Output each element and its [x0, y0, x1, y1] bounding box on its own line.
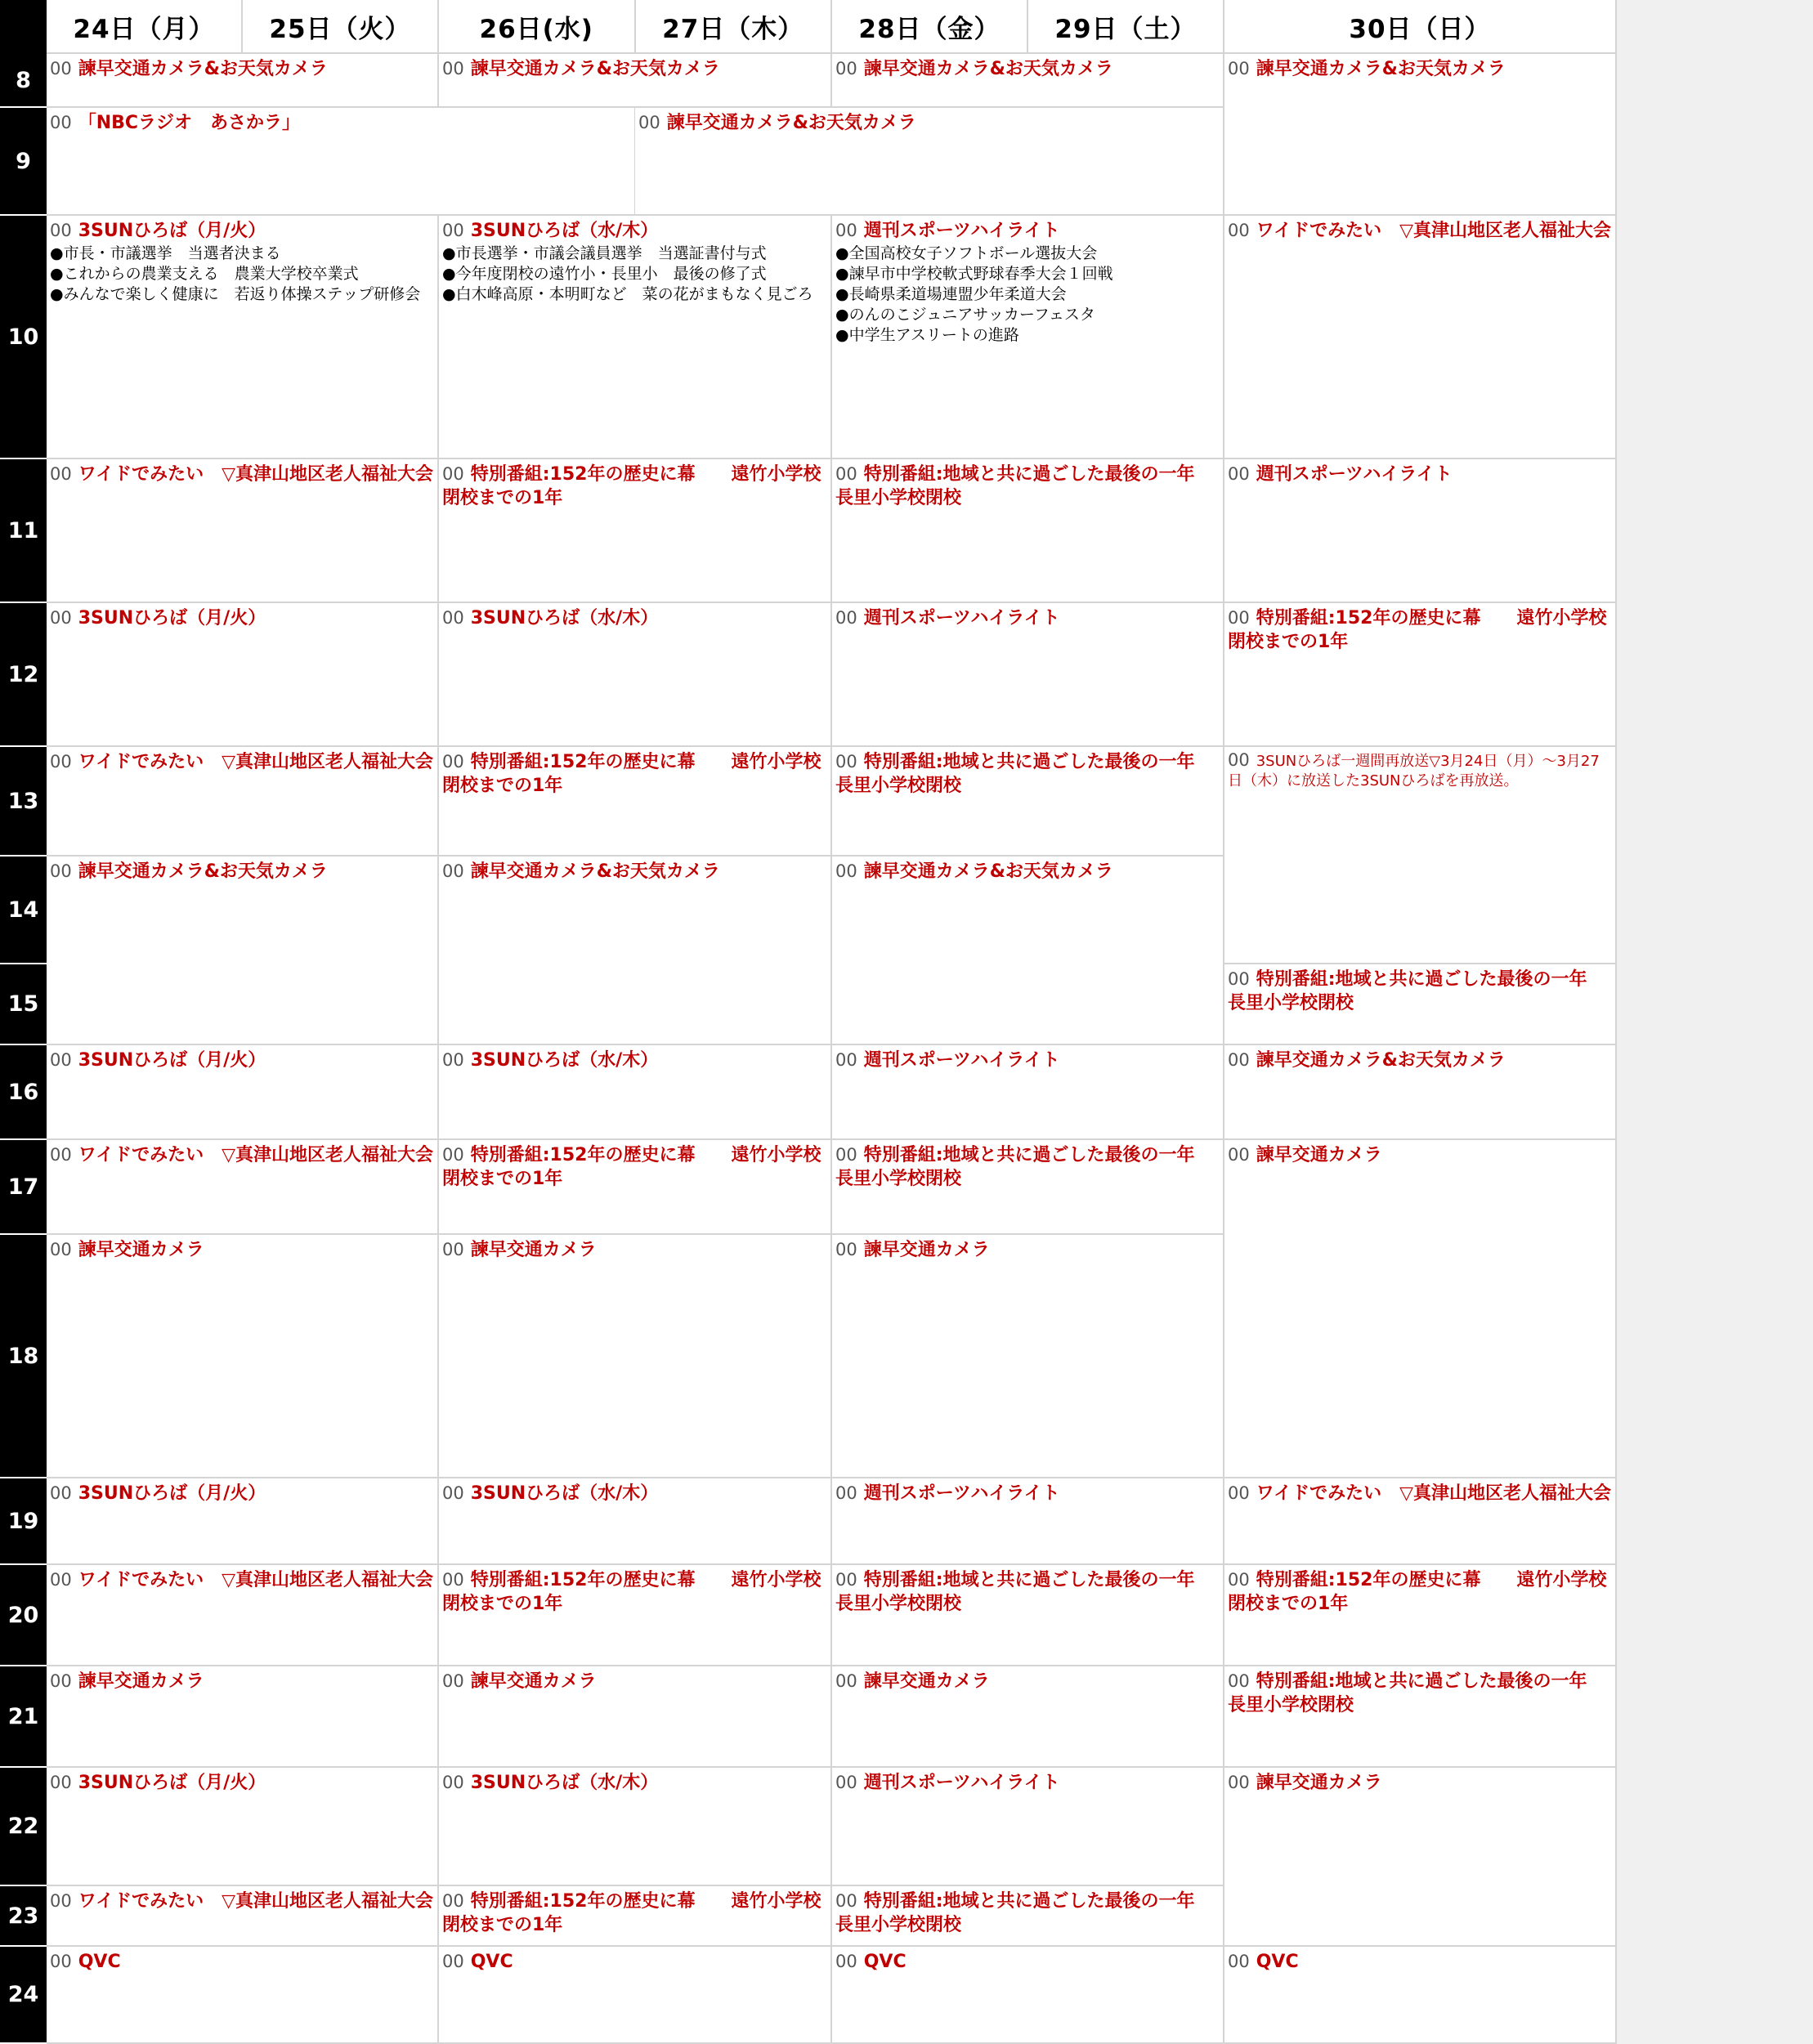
program-time: 00 — [50, 464, 72, 484]
program-cell[interactable] — [439, 1768, 832, 1886]
program-cell[interactable] — [439, 1140, 832, 1235]
program-time: 00 — [442, 221, 464, 240]
program-cell[interactable] — [832, 603, 1224, 747]
program-time: 00 — [442, 861, 464, 881]
program-title: ワイドでみたい ▽真津山地区老人福祉大会 — [78, 1145, 433, 1165]
program-title: 諫早交通カメラ&お天気カメラ — [1256, 1050, 1506, 1071]
corner-cell — [0, 0, 47, 54]
program-cell[interactable] — [439, 459, 832, 603]
program-cell[interactable] — [47, 1235, 439, 1478]
program-time: 00 — [442, 1570, 464, 1590]
program-cell[interactable] — [1224, 1140, 1617, 1478]
program-time: 00 — [1228, 464, 1250, 484]
program-cell[interactable] — [1224, 1768, 1617, 1947]
program-time: 00 — [50, 1145, 72, 1165]
program-time: 00 — [50, 861, 72, 881]
day-header-fri: 28日（金） — [858, 14, 1001, 44]
hour-label-12: 12 — [0, 603, 47, 747]
hour-label-16: 16 — [0, 1045, 47, 1140]
program-cell[interactable] — [832, 1768, 1224, 1886]
program-title: 3SUNひろば（水/木） — [470, 221, 659, 241]
program-cell[interactable] — [47, 1140, 439, 1235]
program-time: 00 — [835, 1773, 857, 1792]
program-cell[interactable] — [439, 857, 832, 1045]
program-cell[interactable] — [47, 54, 439, 108]
program-time: 00 — [835, 1050, 857, 1070]
day-header-sun: 30日（日） — [1349, 14, 1491, 44]
program-details — [442, 244, 827, 305]
program-time: 00 — [442, 1483, 464, 1503]
right-edge — [1617, 0, 1813, 2044]
program-detail-item: ●市長・市議選挙 当選者決まる — [50, 244, 281, 262]
program-cell[interactable] — [832, 216, 1224, 459]
program-time: 00 — [638, 113, 660, 132]
program-cell[interactable] — [832, 459, 1224, 603]
day-header-sat: 29日（土） — [1027, 0, 1223, 52]
program-cell[interactable] — [47, 857, 439, 1045]
program-cell[interactable] — [1224, 964, 1617, 1045]
hour-label-19: 19 — [0, 1478, 47, 1565]
program-time: 00 — [50, 1240, 72, 1259]
program-title: ワイドでみたい ▽真津山地区老人福祉大会 — [78, 1891, 433, 1912]
program-cell[interactable] — [439, 747, 832, 857]
program-time: 00 — [1228, 1483, 1250, 1503]
program-title: 特別番組:地域と共に過ごした最後の一年 長里小学校閉校 — [1228, 1671, 1605, 1715]
program-time: 00 — [835, 1145, 857, 1165]
program-title: 3SUNひろば（月/火） — [78, 608, 266, 628]
program-title: ワイドでみたい ▽真津山地区老人福祉大会 — [78, 752, 433, 772]
program-cell[interactable] — [832, 1140, 1224, 1235]
program-cell[interactable] — [832, 1045, 1224, 1140]
program-time: 00 — [1228, 1952, 1250, 1971]
program-title: 3SUNひろば（水/木） — [470, 1050, 659, 1071]
program-title: 諫早交通カメラ&お天気カメラ — [470, 861, 720, 882]
day-header-wed: 26日(水) — [479, 14, 593, 44]
program-title: 諫早交通カメラ — [470, 1240, 597, 1260]
program-cell[interactable] — [1224, 1045, 1617, 1140]
hour-label-17: 17 — [0, 1140, 47, 1235]
program-cell[interactable] — [832, 1886, 1224, 1947]
program-title: QVC — [470, 1952, 513, 1972]
program-time: 00 — [50, 1570, 72, 1590]
program-cell[interactable] — [1224, 1666, 1617, 1768]
program-time: 00 — [50, 221, 72, 240]
program-time: 00 — [1228, 59, 1250, 78]
program-title: QVC — [1256, 1952, 1299, 1972]
day-header-group — [439, 0, 832, 54]
program-time: 00 — [835, 221, 857, 240]
hour-label-10: 10 — [0, 216, 47, 459]
program-title: ワイドでみたい ▽真津山地区老人福祉大会 — [1256, 221, 1611, 241]
program-title: 諫早交通カメラ — [863, 1671, 990, 1692]
hour-label-11: 11 — [0, 459, 47, 603]
program-title: 「NBCラジオ あさかラ」 — [78, 113, 301, 133]
program-title: 特別番組:地域と共に過ごした最後の一年 長里小学校閉校 — [1228, 969, 1605, 1013]
program-time: 00 — [442, 1773, 464, 1792]
program-title: 3SUNひろば（月/火） — [78, 1050, 266, 1071]
program-time: 00 — [1228, 1570, 1250, 1590]
program-title: 週刊スポーツハイライト — [1256, 464, 1453, 485]
program-time: 00 — [835, 1483, 857, 1503]
program-title: 諫早交通カメラ&お天気カメラ — [666, 113, 916, 133]
program-title: 諫早交通カメラ&お天気カメラ — [78, 59, 328, 79]
program-title: 3SUNひろば（水/木） — [470, 1773, 659, 1793]
hour-label-9: 9 — [0, 108, 47, 216]
program-title: 週刊スポーツハイライト — [863, 1050, 1060, 1071]
program-cell[interactable] — [439, 1947, 832, 2044]
program-cell[interactable] — [439, 1666, 832, 1768]
program-title: 3SUNひろば（水/木） — [470, 608, 659, 628]
program-time: 00 — [442, 1671, 464, 1691]
program-detail-item: ●これからの農業支える 農業大学校卒業式 — [50, 265, 359, 283]
program-time: 00 — [50, 1483, 72, 1503]
program-time: 00 — [1228, 1671, 1250, 1691]
program-cell[interactable] — [1224, 1565, 1617, 1666]
program-time: 00 — [50, 1891, 72, 1911]
program-title: 諫早交通カメラ&お天気カメラ — [863, 59, 1113, 79]
program-cell[interactable] — [47, 108, 636, 216]
program-cell[interactable] — [1224, 1947, 1617, 2044]
program-cell[interactable] — [832, 1947, 1224, 2044]
program-cell[interactable] — [635, 108, 1224, 216]
program-title: ワイドでみたい ▽真津山地区老人福祉大会 — [1256, 1483, 1611, 1504]
program-time: 00 — [1228, 1773, 1250, 1792]
program-title: 3SUNひろば（月/火） — [78, 1483, 266, 1504]
program-cell[interactable] — [47, 216, 439, 459]
program-title: 週刊スポーツハイライト — [863, 221, 1060, 241]
program-title: QVC — [78, 1952, 121, 1972]
hour-label-21: 21 — [0, 1666, 47, 1768]
hour-label-8: 8 — [0, 54, 47, 108]
hour-label-14: 14 — [0, 857, 47, 964]
program-title: 週刊スポーツハイライト — [863, 608, 1060, 628]
program-time: 00 — [835, 1891, 857, 1911]
program-time: 00 — [835, 1240, 857, 1259]
program-time: 00 — [835, 59, 857, 78]
program-title: 特別番組:152年の歴史に幕 遠竹小学校閉校までの1年 — [442, 1145, 821, 1189]
program-time: 00 — [835, 861, 857, 881]
program-title: 諫早交通カメラ&お天気カメラ — [863, 861, 1113, 882]
day-header-group — [47, 0, 439, 54]
program-cell[interactable] — [1224, 1478, 1617, 1565]
program-detail-item: ●今年度閉校の遠竹小・長里小 最後の修了式 — [442, 265, 767, 283]
program-cell[interactable] — [439, 1235, 832, 1478]
program-title: 週刊スポーツハイライト — [863, 1483, 1060, 1504]
program-cell[interactable] — [439, 1565, 832, 1666]
program-time: 00 — [442, 59, 464, 78]
program-time: 00 — [50, 1050, 72, 1070]
program-title: 特別番組:152年の歴史に幕 遠竹小学校閉校までの1年 — [442, 1891, 821, 1935]
day-header-mon: 24日（月） — [73, 14, 215, 44]
day-header-group — [1224, 0, 1617, 54]
program-detail-item: ●全国高校女子ソフトボール選抜大会 — [835, 244, 1098, 262]
program-cell[interactable] — [1224, 216, 1617, 459]
program-title: 特別番組:152年の歴史に幕 遠竹小学校閉校までの1年 — [442, 1570, 821, 1614]
program-detail-item: ●のんのこジュニアサッカーフェスタ — [835, 306, 1095, 324]
program-time: 00 — [442, 752, 464, 772]
program-time: 00 — [442, 464, 464, 484]
program-detail-item: ●みんなで楽しく健康に 若返り体操ステップ研修会 — [50, 285, 421, 303]
program-cell[interactable] — [47, 1666, 439, 1768]
program-cell[interactable] — [832, 1666, 1224, 1768]
program-detail-item: ●長崎県柔道場連盟少年柔道大会 — [835, 285, 1067, 303]
program-title: 諫早交通カメラ — [78, 1240, 204, 1260]
program-cell[interactable] — [1224, 603, 1617, 747]
program-cell[interactable] — [832, 857, 1224, 1045]
program-cell[interactable] — [47, 1565, 439, 1666]
program-title: ワイドでみたい ▽真津山地区老人福祉大会 — [78, 464, 433, 485]
hour-label-23: 23 — [0, 1886, 47, 1947]
program-cell[interactable] — [1224, 54, 1617, 216]
program-title: 諫早交通カメラ&お天気カメラ — [470, 59, 720, 79]
program-time: 00 — [1228, 608, 1250, 628]
program-time: 00 — [442, 1240, 464, 1259]
program-cell[interactable] — [47, 747, 439, 857]
program-cell[interactable] — [47, 1478, 439, 1565]
program-detail-item: ●諫早市中学校軟式野球春季大会１回戦 — [835, 265, 1113, 283]
hour-label-22: 22 — [0, 1768, 47, 1886]
program-title: 諫早交通カメラ — [1256, 1145, 1382, 1165]
program-title: 3SUNひろば（月/火） — [78, 221, 266, 241]
hour-label-20: 20 — [0, 1565, 47, 1666]
hour-label-13: 13 — [0, 747, 47, 857]
program-title: 3SUNひろば（月/火） — [78, 1773, 266, 1793]
program-time: 00 — [442, 1891, 464, 1911]
program-cell[interactable] — [47, 603, 439, 747]
program-time: 00 — [442, 1145, 464, 1165]
program-title: 諫早交通カメラ&お天気カメラ — [78, 861, 328, 882]
program-title: 特別番組:地域と共に過ごした最後の一年 長里小学校閉校 — [835, 1145, 1213, 1189]
program-cell[interactable] — [47, 1947, 439, 2044]
program-cell[interactable] — [439, 1886, 832, 1947]
program-title: 特別番組:地域と共に過ごした最後の一年 長里小学校閉校 — [835, 752, 1213, 796]
day-header-group — [832, 0, 1224, 54]
program-title: 特別番組:地域と共に過ごした最後の一年 長里小学校閉校 — [835, 1891, 1213, 1935]
program-detail-item: ●中学生アスリートの進路 — [835, 326, 1019, 344]
program-cell[interactable] — [439, 1478, 832, 1565]
hour-label-15: 15 — [0, 964, 47, 1045]
hour-label-24: 24 — [0, 1947, 47, 2044]
program-cell[interactable] — [47, 1768, 439, 1886]
program-cell[interactable] — [439, 54, 832, 108]
program-time: 00 — [835, 1570, 857, 1590]
program-title: 特別番組:152年の歴史に幕 遠竹小学校閉校までの1年 — [442, 752, 821, 796]
program-time: 00 — [1228, 221, 1250, 240]
program-time: 00 — [1228, 750, 1250, 770]
program-cell[interactable] — [439, 603, 832, 747]
program-title: 諫早交通カメラ&お天気カメラ — [1256, 59, 1506, 79]
program-details — [835, 244, 1220, 346]
program-cell[interactable] — [832, 54, 1224, 108]
program-time: 00 — [50, 1952, 72, 1971]
program-time: 00 — [835, 752, 857, 772]
program-title: 特別番組:地域と共に過ごした最後の一年 長里小学校閉校 — [835, 1570, 1213, 1614]
program-cell[interactable] — [47, 1045, 439, 1140]
day-header-tue: 25日（火） — [241, 0, 437, 52]
program-title: QVC — [863, 1952, 906, 1972]
hour-label-18: 18 — [0, 1235, 47, 1478]
program-cell[interactable] — [47, 459, 439, 603]
program-time: 00 — [50, 752, 72, 772]
program-title: 特別番組:152年の歴史に幕 遠竹小学校閉校までの1年 — [442, 464, 821, 508]
program-cell[interactable] — [47, 1886, 439, 1947]
program-time: 00 — [442, 1952, 464, 1971]
program-title: ワイドでみたい ▽真津山地区老人福祉大会 — [78, 1570, 433, 1590]
program-time: 00 — [835, 464, 857, 484]
program-detail-item: ●市長選挙・市議会議員選挙 当選証書付与式 — [442, 244, 767, 262]
program-time: 00 — [442, 608, 464, 628]
program-time: 00 — [835, 608, 857, 628]
program-cell[interactable] — [1224, 459, 1617, 603]
program-title: 諫早交通カメラ — [78, 1671, 204, 1692]
program-time: 00 — [442, 1050, 464, 1070]
program-title: 諫早交通カメラ — [470, 1671, 597, 1692]
program-title: 特別番組:152年の歴史に幕 遠竹小学校閉校までの1年 — [1228, 1570, 1607, 1614]
program-cell[interactable] — [832, 747, 1224, 857]
program-time: 00 — [50, 59, 72, 78]
program-cell[interactable] — [832, 1565, 1224, 1666]
program-cell[interactable] — [1224, 747, 1617, 964]
program-cell[interactable] — [439, 216, 832, 459]
program-details — [50, 244, 434, 305]
program-time: 00 — [835, 1671, 857, 1691]
program-title: 特別番組:152年の歴史に幕 遠竹小学校閉校までの1年 — [1228, 608, 1607, 652]
program-cell[interactable] — [832, 1478, 1224, 1565]
program-time: 00 — [1228, 1050, 1250, 1070]
day-header-thu: 27日（木） — [634, 0, 831, 52]
program-time: 00 — [50, 113, 72, 132]
program-title: 3SUNひろば一週間再放送▽3月24日（月）～3月27日（木）に放送した3SUNひろばを再放送。 — [1228, 753, 1600, 789]
program-time: 00 — [1228, 1145, 1250, 1165]
program-time: 00 — [50, 608, 72, 628]
program-cell[interactable] — [439, 1045, 832, 1140]
program-title: 諫早交通カメラ — [863, 1240, 990, 1260]
program-detail-item: ●白木峰高原・本明町など 菜の花がまもなく見ごろ — [442, 285, 813, 303]
program-cell[interactable] — [832, 1235, 1224, 1478]
program-title: 3SUNひろば（水/木） — [470, 1483, 659, 1504]
program-time: 00 — [50, 1671, 72, 1691]
program-time: 00 — [835, 1952, 857, 1971]
program-time: 00 — [50, 1773, 72, 1792]
program-title: 週刊スポーツハイライト — [863, 1773, 1060, 1793]
program-time: 00 — [1228, 969, 1250, 989]
program-title: 特別番組:地域と共に過ごした最後の一年 長里小学校閉校 — [835, 464, 1213, 508]
program-title: 諫早交通カメラ — [1256, 1773, 1382, 1793]
